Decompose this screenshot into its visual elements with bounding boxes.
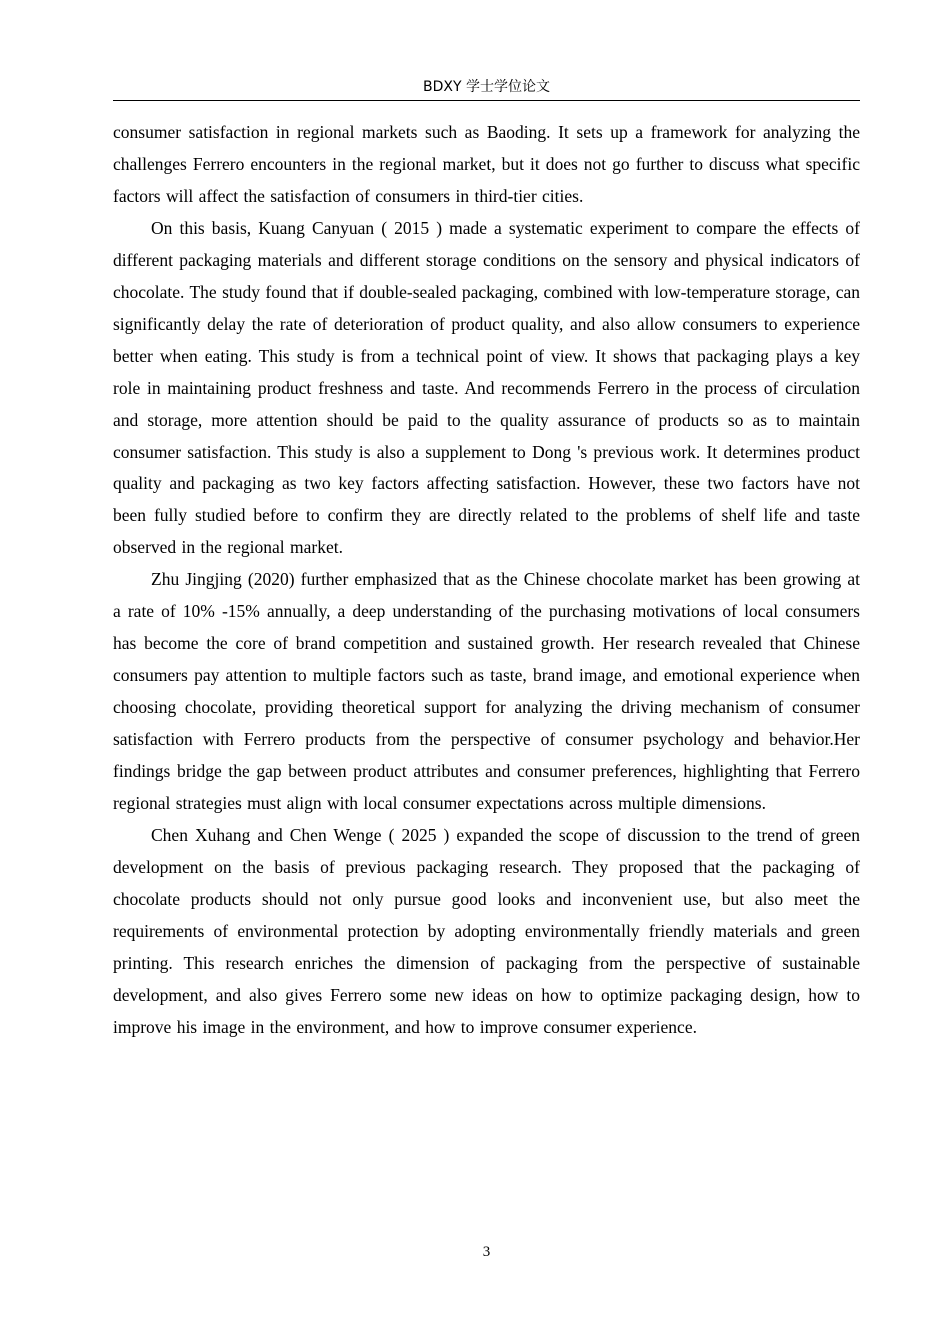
paragraph-chen-xuhang: Chen Xuhang and Chen Wenge ( 2025 ) expanded the scope of discussion to the trend of green development on the basis of previous packaging research. They proposed that the packaging of chocolate products should not only pursue good looks and inconvenient use, but also meet the requirements of environmental protection by adopting environmentally friendly materials and green printing. This research enriches the dimension of packaging from the perspective of sustainable development, and also gives Ferrero some new ideas on how to optimize packaging design, how to improve his image in the environment, and how to improve consumer experience. — [113, 824, 860, 1037]
paragraph-kuang-canyuan: On this basis, Kuang Canyuan ( 2015 ) made a systematic experiment to compare the effects of different packaging materials and different storage conditions on the sensory and physical indicators of chocolate. The study found that if double-sealed packaging, combined with low-temperature storage, can significantly delay the rate of deterioration of product quality, and also allow consumers to experience better when eating. This study is from a technical point of view. It shows that packaging plays a key role in maintaining product freshness and taste. And recommends Ferrero in the process of circulation and storage, more attention should be paid to the quality assurance of products so as to maintain consumer satisfaction. This study is also a supplement to Dong 's previous work. It determines product quality and packaging as two key factors affecting satisfaction. However, these two factors have not been fully studied before to confirm they are directly related to the problems of shelf life and taste observed in the regional market. — [113, 217, 860, 558]
paragraph-zhu-jingjing: Zhu Jingjing (2020) further emphasized that as the Chinese chocolate market has been growing at a rate of 10% -15% annually, a deep understanding of the purchasing motivations of local consumers has become the core of brand competition and sustained growth. Her research revealed that Chinese consumers pay attention to multiple factors such as taste, brand image, and emotional experience when choosing chocolate, providing theoretical support for analyzing the driving mechanism of consumer satisfaction with Ferrero products from the perspective of consumer psychology and behavior.Her findings bridge the gap between product attributes and consumer preferences, highlighting that Ferrero regional strategies must align with local consumer expectations across multiple dimensions. — [113, 569, 860, 814]
page-header: BDXY 学士学位论文 — [423, 79, 550, 95]
page-number: 3 — [482, 1244, 491, 1260]
paragraph-continuation: consumer satisfaction in regional markets such as Baoding. It sets up a framework for analyzing the challenges Ferrero encounters in the regional market, but it does not go further to discuss what specific factors will affect the satisfaction of consumers in third-tier cities. — [113, 122, 860, 206]
body-text — [113, 117, 860, 1044]
header-rule — [113, 100, 860, 101]
